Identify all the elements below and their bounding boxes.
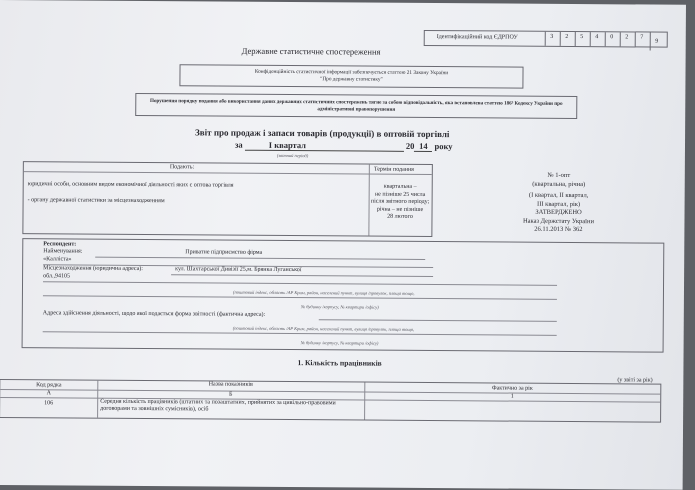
section1-unit: (у звіті за рік) [617,377,653,384]
edrpou-label: Ідентифікаційний код ЄДРПОУ [436,34,518,41]
violation-box [135,93,577,119]
violation-text: Порушення порядку подання або використання даних державних статистичних спостережень тягне за собою відповідальність, яка встановлена статтею 186³ Кодексу України про адміністративні правопорушення [149,98,563,113]
period-prefix: за [234,139,243,150]
form-quarters-1: (І квартал, ІІ квартал, [528,191,589,200]
address-label: Місцезнаходження (юридична адреса): [43,265,144,273]
period-value: І квартал [245,140,404,152]
edrpou-digits [545,32,667,47]
edrpou-digit: 7 [635,32,648,46]
year-prefix: 20 [405,140,415,151]
edrpou-digit: 2 [620,32,633,46]
form-quarters-2: ІІІ квартал, рік) [537,200,581,208]
row-name: Середня кількість працівників (штатних та позаштатних, прийнятих за цивільно-правовими договорами та зовнішніх сумісників), осіб [100,398,336,413]
edrpou-digit: 3 [545,32,558,46]
submitters-row2: - органу державної статистики за місцезнаходженням [27,197,165,205]
letter-a: А [46,390,51,397]
edrpou-digit: 4 [590,32,603,46]
confidential-box [179,64,523,88]
name-label: Найменування: [43,248,83,255]
row-value-input[interactable] [365,401,660,421]
respondent-box [22,238,665,352]
submitters-row1: юридичні особи, основним видом економічної діяльності яких є оптова торгівля [27,181,234,189]
edrpou-box [424,30,668,48]
year-suffix: року [434,141,453,152]
edrpou-digit: 0 [605,32,618,46]
form-code: № 1-опт [547,171,571,179]
section1-title: 1. Кількість працівників [297,358,382,368]
address-hint-2: (поштовий індекс, область /АР Крим, район, населений пункт, вулиця /провулок, площа тощо, [232,325,415,332]
house-hint: № будинку /корпусу, № квартири /офісу) [300,304,379,310]
header-code: Код рядка [36,382,62,389]
respondent-address2: обл.,94105 [43,273,70,280]
section1-table [0,379,661,423]
form-approved: ЗАТВЕРДЖЕНО [535,208,582,217]
respondent-label: Респондент: [43,241,77,248]
period-hint: (звітний період) [276,152,309,159]
page-title: Державне статистичне спостереження [241,45,381,57]
year-value: 14 [414,141,432,152]
form-info [498,171,618,234]
edrpou-digit: 9 [650,33,663,51]
edrpou-digit: 5 [575,32,588,46]
confidential-text: Конфіденційність статистичної інформації забезпечується статтею 21 Закону України "Про державну статистику" [254,68,449,83]
submitters-col2-header: Термін подання [373,166,414,173]
deadline-text: квартальна – не пізніше 25 числа після звітного періоду; річна – не пізніше 28 лютого [370,183,430,220]
letter-b: Б [228,391,233,398]
row-code: 106 [44,400,54,407]
report-title: Звіт про продаж і запаси товарів (продукції) в оптовій торгівлі [195,127,450,140]
report-period [235,140,453,153]
header-actual: Фактично за рік [491,385,533,392]
header-name: Назва показників [208,381,253,388]
form-type: (квартальна, річна) [532,180,586,188]
submitters-col1-header: Подають: [169,164,195,171]
house-hint-2: № будинку /корпусу, № квартири /офісу) [300,340,379,346]
actual-address-label: Адреса здійснення діяльності, щодо якої подається форма звітності (фактична адреса): [42,310,266,318]
form-order: Наказ Держстату України [522,217,594,225]
respondent-name2: «Калліста» [43,256,72,263]
edrpou-digit: 2 [560,32,573,46]
respondent-address: кул. Шахтарської Дивізії 25,м. Брянка Луганської [175,266,302,274]
respondent-name: Приватне підприємство фірма [185,249,263,256]
submitters-table [22,161,432,237]
form-date: 26.11.2013 № 362 [534,225,583,234]
address-hint: (поштовий індекс, область /АР Крим, район, населений пункт, вулиця /провулок, площа тощо, [232,289,415,296]
letter-1: 1 [510,393,514,400]
